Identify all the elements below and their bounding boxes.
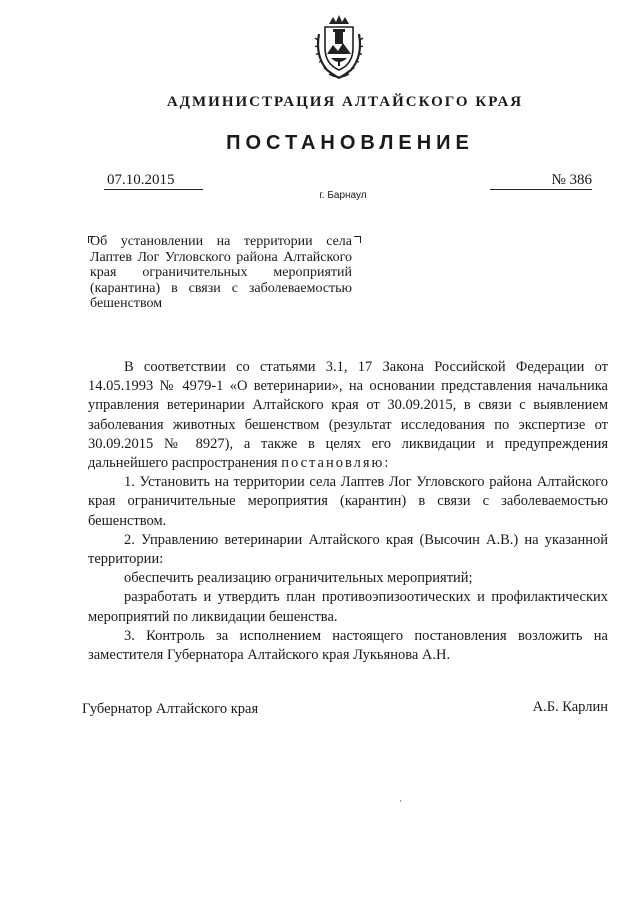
- document-city: г. Барнаул: [319, 190, 367, 201]
- organization-name: АДМИНИСТРАЦИЯ АЛТАЙСКОГО КРАЯ: [166, 94, 524, 110]
- preamble-paragraph: [88, 358, 608, 473]
- item-2a-paragraph: обеспечить реализацию ограничительных мероприятий;: [124, 570, 473, 587]
- item-2b-paragraph: разработать и утвердить план противоэпизоотических и профилактических мероприятий по ликвидации бешенства.: [88, 589, 608, 625]
- document-number: № 386: [490, 172, 592, 190]
- document-body: [88, 358, 608, 665]
- document-date: 07.10.2015: [104, 172, 203, 190]
- signatory-name: А.Б. Карлин: [532, 699, 608, 715]
- preamble-text: В соответствии со статьями 3.1, 17 Закона Российской Федерации от 14.05.1993 № 4979-1 «О ветеринарии», на основании представления начальника управления ветеринарии Алтайского края от 30.09.2015, в связи с выявлением заболевания животных бешенством (результат исследования по экспертизе от 30.09.2015 № 8927), а также в целях его ликвидации и предупреждения дальнейшего распространения: [88, 359, 608, 472]
- item-3-paragraph: 3. Контроль за исполнением настоящего постановления возложить на заместителя Губернатора Алтайского края Лукьянова А.Н.: [88, 627, 608, 664]
- document-type: ПОСТАНОВЛЕНИЕ: [226, 132, 474, 154]
- coat-of-arms-icon: [311, 14, 367, 80]
- item-2-paragraph: 2. Управлению ветеринарии Алтайского края (Высочин А.В.) на указанной территории:: [88, 531, 608, 568]
- scan-speck: [400, 800, 401, 802]
- signatory-title: Губернатор Алтайского края: [82, 701, 259, 717]
- item-1-paragraph: 1. Установить на территории села Лаптев Лог Угловского района Алтайского края ограничительные мероприятия (карантин) в связи с заболеваемостью бешенством.: [88, 474, 608, 529]
- subject-bracket-right: [354, 236, 361, 243]
- resolve-word: постановляю:: [281, 455, 391, 472]
- document-subject: Об установлении на территории села Лаптев Лог Угловского района Алтайского края ограничительных мероприятий (карантина) в связи с заболеваемостью бешенством: [90, 234, 352, 311]
